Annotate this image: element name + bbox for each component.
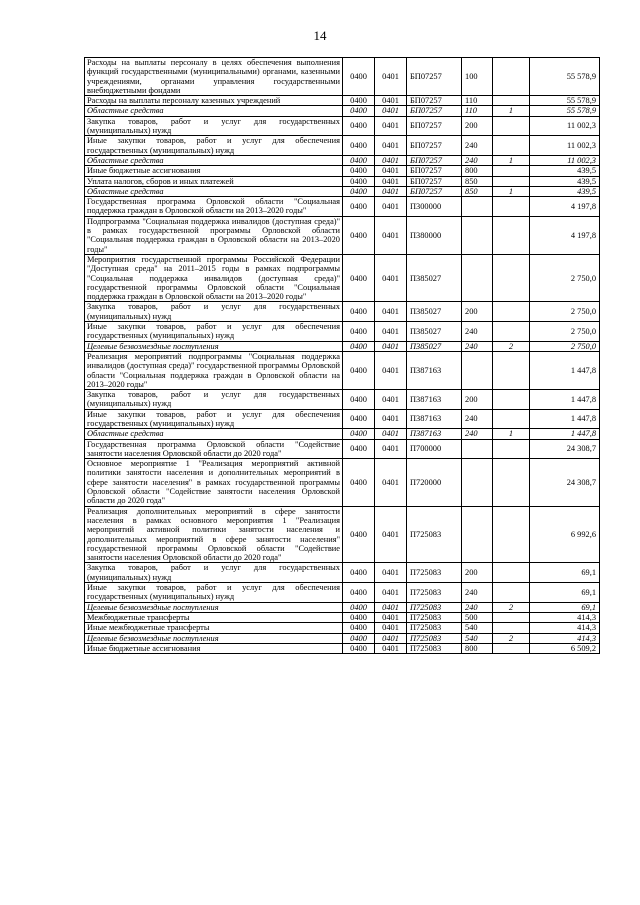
section-code: 0400 [343, 623, 375, 633]
target-article-code: П700000 [407, 439, 462, 459]
row-name: Мероприятия государственной программы Российской Федерации "Доступная среда" на 2011–2015 годы в рамках подпрограммы "Социальная поддержка инвалидов (доступная среда)" государственной программы Орловской области "Социальная поддержка граждан в Орловской области на 2013–2020 годы" [85, 254, 343, 301]
expense-type-code: 240 [462, 322, 493, 342]
expense-type-code: 240 [462, 602, 493, 612]
subsection-code: 0401 [375, 322, 407, 342]
section-code: 0400 [343, 155, 375, 165]
row-name: Расходы на выплаты персоналу в целях обеспечения выполнения функций государственными (муниципальными) органами, казенными учреждениями, органами управления государственными внебюджетными фондами [85, 58, 343, 96]
funding-source-code [493, 166, 530, 176]
row-name: Иные бюджетные ассигнования [85, 166, 343, 176]
expense-type-code: 240 [462, 429, 493, 439]
table-row [85, 136, 600, 156]
row-name: Областные средства [85, 429, 343, 439]
amount: 1 447,8 [530, 351, 600, 389]
row-name: Основное мероприятие 1 "Реализация мероприятий активной политики занятости населения и дополнительных мероприятий в сфере занятости населения" в рамках государственной программы Орловской области "Содействие занятости населения Орловской области до 2020 года" [85, 459, 343, 506]
funding-source-code [493, 176, 530, 186]
amount: 4 197,8 [530, 216, 600, 254]
funding-source-code [493, 623, 530, 633]
target-article-code: П725083 [407, 612, 462, 622]
target-article-code: П725083 [407, 643, 462, 653]
expense-type-code: 110 [462, 106, 493, 116]
table-row [85, 106, 600, 116]
table-row [85, 506, 600, 563]
row-name: Целевые безвозмездные поступления [85, 341, 343, 351]
table-row [85, 302, 600, 322]
funding-source-code: 2 [493, 341, 530, 351]
row-name: Областные средства [85, 186, 343, 196]
target-article-code: П725083 [407, 602, 462, 612]
amount: 1 447,8 [530, 429, 600, 439]
expense-type-code [462, 254, 493, 301]
subsection-code: 0401 [375, 155, 407, 165]
subsection-code: 0401 [375, 197, 407, 217]
subsection-code: 0401 [375, 459, 407, 506]
amount: 4 197,8 [530, 197, 600, 217]
section-code: 0400 [343, 351, 375, 389]
target-article-code: БП07257 [407, 96, 462, 106]
subsection-code: 0401 [375, 612, 407, 622]
expense-type-code: 800 [462, 166, 493, 176]
section-code: 0400 [343, 563, 375, 583]
funding-source-code [493, 506, 530, 563]
section-code: 0400 [343, 322, 375, 342]
row-name: Реализация дополнительных мероприятий в сфере занятости населения в рамках основного мероприятия 1 "Реализация мероприятий активной политики занятости населения и дополнительных мероприятий в сфере занятости населения" государственной программы Орловской области "Содействие занятости населения Орловской области до 2020 года" [85, 506, 343, 563]
funding-source-code [493, 302, 530, 322]
target-article-code: БП07257 [407, 58, 462, 96]
section-code: 0400 [343, 643, 375, 653]
section-code: 0400 [343, 136, 375, 156]
amount: 439,5 [530, 176, 600, 186]
table-row [85, 409, 600, 429]
table-row [85, 623, 600, 633]
subsection-code: 0401 [375, 409, 407, 429]
row-name: Закупка товаров, работ и услуг для государственных (муниципальных) нужд [85, 302, 343, 322]
expense-type-code: 200 [462, 302, 493, 322]
row-name: Иные закупки товаров, работ и услуг для обеспечения государственных (муниципальных) нужд [85, 583, 343, 603]
expense-type-code: 540 [462, 623, 493, 633]
funding-source-code [493, 409, 530, 429]
funding-source-code [493, 439, 530, 459]
subsection-code: 0401 [375, 186, 407, 196]
amount: 414,3 [530, 623, 600, 633]
amount: 414,3 [530, 633, 600, 643]
amount: 414,3 [530, 612, 600, 622]
target-article-code: П385027 [407, 302, 462, 322]
row-name: Закупка товаров, работ и услуг для государственных (муниципальных) нужд [85, 390, 343, 410]
amount: 439,5 [530, 186, 600, 196]
subsection-code: 0401 [375, 254, 407, 301]
expense-type-code: 200 [462, 563, 493, 583]
subsection-code: 0401 [375, 623, 407, 633]
table-row [85, 155, 600, 165]
funding-source-code: 2 [493, 633, 530, 643]
section-code: 0400 [343, 459, 375, 506]
amount: 55 578,9 [530, 58, 600, 96]
expense-type-code: 800 [462, 643, 493, 653]
funding-source-code [493, 216, 530, 254]
expense-type-code: 200 [462, 116, 493, 136]
funding-source-code: 1 [493, 106, 530, 116]
expense-type-code [462, 351, 493, 389]
row-name: Целевые безвозмездные поступления [85, 602, 343, 612]
section-code: 0400 [343, 216, 375, 254]
target-article-code: БП07257 [407, 136, 462, 156]
funding-source-code: 1 [493, 155, 530, 165]
subsection-code: 0401 [375, 439, 407, 459]
subsection-code: 0401 [375, 351, 407, 389]
target-article-code: П387163 [407, 409, 462, 429]
expense-type-code: 500 [462, 612, 493, 622]
funding-source-code [493, 390, 530, 410]
table-row [85, 459, 600, 506]
table-row [85, 429, 600, 439]
target-article-code: П725083 [407, 506, 462, 563]
funding-source-code [493, 58, 530, 96]
expense-type-code: 240 [462, 155, 493, 165]
amount: 69,1 [530, 563, 600, 583]
subsection-code: 0401 [375, 563, 407, 583]
page-number: 14 [313, 28, 327, 43]
subsection-code: 0401 [375, 116, 407, 136]
subsection-code: 0401 [375, 341, 407, 351]
target-article-code: П385027 [407, 254, 462, 301]
subsection-code: 0401 [375, 176, 407, 186]
row-name: Областные средства [85, 106, 343, 116]
section-code: 0400 [343, 302, 375, 322]
subsection-code: 0401 [375, 166, 407, 176]
expense-type-code: 100 [462, 58, 493, 96]
subsection-code: 0401 [375, 58, 407, 96]
table-row [85, 643, 600, 653]
target-article-code: БП07257 [407, 116, 462, 136]
subsection-code: 0401 [375, 506, 407, 563]
target-article-code: БП07257 [407, 166, 462, 176]
subsection-code: 0401 [375, 429, 407, 439]
row-name: Закупка товаров, работ и услуг для государственных (муниципальных) нужд [85, 563, 343, 583]
amount: 69,1 [530, 583, 600, 603]
funding-source-code: 1 [493, 429, 530, 439]
row-name: Подпрограмма "Социальная поддержка инвалидов (доступная среда)" в рамках государственной программы Орловской области "Социальная поддержка граждан в Орловской области на 2013–2020 годы" [85, 216, 343, 254]
amount: 69,1 [530, 602, 600, 612]
table-row [85, 186, 600, 196]
funding-source-code [493, 136, 530, 156]
target-article-code: БП07257 [407, 176, 462, 186]
table-row [85, 254, 600, 301]
table-row [85, 612, 600, 622]
row-name: Государственная программа Орловской области "Социальная поддержка граждан в Орловской области на 2013–2020 годы" [85, 197, 343, 217]
subsection-code: 0401 [375, 216, 407, 254]
amount: 24 308,7 [530, 459, 600, 506]
funding-source-code [493, 96, 530, 106]
target-article-code: П387163 [407, 429, 462, 439]
budget-table-body [85, 58, 600, 654]
subsection-code: 0401 [375, 106, 407, 116]
subsection-code: 0401 [375, 633, 407, 643]
row-name: Реализация мероприятий подпрограммы "Социальная поддержка инвалидов (доступная среда)" государственной программы Орловской области "Социальная поддержка граждан в Орловской области на 2013–2020 годы" [85, 351, 343, 389]
expense-type-code: 240 [462, 341, 493, 351]
target-article-code: П720000 [407, 459, 462, 506]
expense-type-code: 240 [462, 583, 493, 603]
expense-type-code: 240 [462, 409, 493, 429]
table-row [85, 322, 600, 342]
funding-source-code [493, 612, 530, 622]
row-name: Расходы на выплаты персоналу казенных учреждений [85, 96, 343, 106]
amount: 55 578,9 [530, 106, 600, 116]
funding-source-code [493, 563, 530, 583]
section-code: 0400 [343, 439, 375, 459]
table-row [85, 166, 600, 176]
funding-source-code: 1 [493, 186, 530, 196]
funding-source-code [493, 254, 530, 301]
subsection-code: 0401 [375, 602, 407, 612]
funding-source-code [493, 197, 530, 217]
row-name: Иные закупки товаров, работ и услуг для обеспечения государственных (муниципальных) нужд [85, 136, 343, 156]
target-article-code: П385027 [407, 322, 462, 342]
amount: 439,5 [530, 166, 600, 176]
row-name: Иные закупки товаров, работ и услуг для обеспечения государственных (муниципальных) нужд [85, 322, 343, 342]
table-row [85, 216, 600, 254]
table-row [85, 390, 600, 410]
table-row [85, 439, 600, 459]
section-code: 0400 [343, 166, 375, 176]
section-code: 0400 [343, 116, 375, 136]
subsection-code: 0401 [375, 390, 407, 410]
expense-type-code [462, 506, 493, 563]
amount: 11 002,3 [530, 136, 600, 156]
row-name: Уплата налогов, сборов и иных платежей [85, 176, 343, 186]
section-code: 0400 [343, 96, 375, 106]
target-article-code: БП07257 [407, 155, 462, 165]
section-code: 0400 [343, 602, 375, 612]
subsection-code: 0401 [375, 583, 407, 603]
amount: 24 308,7 [530, 439, 600, 459]
section-code: 0400 [343, 254, 375, 301]
table-row [85, 633, 600, 643]
expense-type-code: 850 [462, 176, 493, 186]
table-row [85, 341, 600, 351]
funding-source-code [493, 116, 530, 136]
subsection-code: 0401 [375, 302, 407, 322]
row-name: Иные закупки товаров, работ и услуг для обеспечения государственных (муниципальных) нужд [85, 409, 343, 429]
target-article-code: П387163 [407, 351, 462, 389]
section-code: 0400 [343, 506, 375, 563]
table-row [85, 58, 600, 96]
expense-type-code [462, 459, 493, 506]
target-article-code: П387163 [407, 390, 462, 410]
table-row [85, 602, 600, 612]
table-row [85, 116, 600, 136]
expense-type-code [462, 197, 493, 217]
expense-type-code: 110 [462, 96, 493, 106]
section-code: 0400 [343, 176, 375, 186]
expense-type-code: 200 [462, 390, 493, 410]
target-article-code: БП07257 [407, 106, 462, 116]
amount: 2 750,0 [530, 254, 600, 301]
section-code: 0400 [343, 409, 375, 429]
row-name: Иные межбюджетные трансферты [85, 623, 343, 633]
funding-source-code [493, 583, 530, 603]
expense-type-code [462, 216, 493, 254]
amount: 1 447,8 [530, 409, 600, 429]
amount: 11 002,3 [530, 155, 600, 165]
amount: 55 578,9 [530, 96, 600, 106]
funding-source-code [493, 459, 530, 506]
expense-type-code: 540 [462, 633, 493, 643]
section-code: 0400 [343, 583, 375, 603]
target-article-code: П380000 [407, 216, 462, 254]
section-code: 0400 [343, 341, 375, 351]
amount: 6 992,6 [530, 506, 600, 563]
row-name: Государственная программа Орловской области "Содействие занятости населения Орловской области до 2020 года" [85, 439, 343, 459]
target-article-code: П725083 [407, 623, 462, 633]
funding-source-code: 2 [493, 602, 530, 612]
section-code: 0400 [343, 197, 375, 217]
amount: 6 509,2 [530, 643, 600, 653]
amount: 1 447,8 [530, 390, 600, 410]
section-code: 0400 [343, 633, 375, 643]
amount: 2 750,0 [530, 322, 600, 342]
table-row [85, 176, 600, 186]
section-code: 0400 [343, 186, 375, 196]
budget-table [84, 57, 600, 654]
table-row [85, 96, 600, 106]
expense-type-code [462, 439, 493, 459]
table-row [85, 583, 600, 603]
funding-source-code [493, 322, 530, 342]
table-row [85, 563, 600, 583]
row-name: Иные бюджетные ассигнования [85, 643, 343, 653]
section-code: 0400 [343, 612, 375, 622]
subsection-code: 0401 [375, 136, 407, 156]
section-code: 0400 [343, 390, 375, 410]
amount: 2 750,0 [530, 302, 600, 322]
section-code: 0400 [343, 58, 375, 96]
target-article-code: П725083 [407, 633, 462, 643]
table-row [85, 351, 600, 389]
row-name: Областные средства [85, 155, 343, 165]
expense-type-code: 850 [462, 186, 493, 196]
row-name: Закупка товаров, работ и услуг для государственных (муниципальных) нужд [85, 116, 343, 136]
subsection-code: 0401 [375, 96, 407, 106]
row-name: Межбюджетные трансферты [85, 612, 343, 622]
amount: 11 002,3 [530, 116, 600, 136]
amount: 2 750,0 [530, 341, 600, 351]
target-article-code: БП07257 [407, 186, 462, 196]
target-article-code: П300000 [407, 197, 462, 217]
expense-type-code: 240 [462, 136, 493, 156]
table-row [85, 197, 600, 217]
target-article-code: П725083 [407, 563, 462, 583]
section-code: 0400 [343, 106, 375, 116]
funding-source-code [493, 351, 530, 389]
section-code: 0400 [343, 429, 375, 439]
target-article-code: П385027 [407, 341, 462, 351]
funding-source-code [493, 643, 530, 653]
subsection-code: 0401 [375, 643, 407, 653]
target-article-code: П725083 [407, 583, 462, 603]
row-name: Целевые безвозмездные поступления [85, 633, 343, 643]
